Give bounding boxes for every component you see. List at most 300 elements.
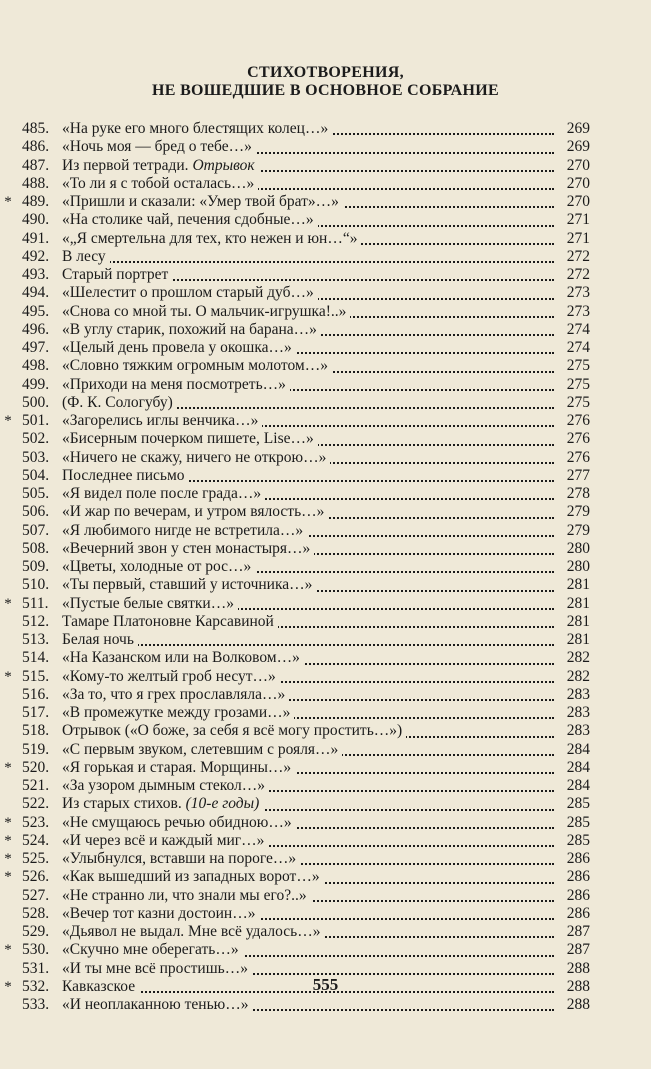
entry-title-wrap — [62, 996, 554, 1014]
entry-title-wrap — [62, 631, 554, 649]
entry-title-text — [62, 613, 278, 630]
toc-entry — [22, 449, 590, 467]
entry-page-number: 283 — [566, 685, 590, 703]
entry-page-number: 272 — [566, 247, 590, 265]
entry-number: 495. — [22, 302, 50, 320]
entry-title: «Цветы, холодные от рос…» — [62, 558, 252, 575]
toc-entry — [4, 193, 590, 211]
entry-title-wrap — [62, 905, 554, 923]
entry-title-text — [62, 485, 265, 502]
asterisk-mark: * — [4, 832, 12, 849]
entry-number: 511. — [22, 594, 49, 612]
entry-title-text — [62, 649, 304, 666]
entry-page-number: 281 — [566, 594, 590, 612]
entry-page-number: 286 — [566, 886, 590, 904]
entry-title-text — [62, 960, 252, 977]
toc-entry — [22, 613, 590, 631]
entry-page-number: 277 — [566, 466, 590, 484]
toc-entry — [4, 667, 590, 686]
entry-number: 492. — [22, 247, 50, 265]
toc-entry — [22, 394, 590, 412]
asterisk-mark: * — [4, 413, 12, 429]
toc-entry — [22, 905, 590, 923]
entry-title-text — [62, 704, 294, 721]
entry-title-text — [62, 522, 307, 539]
entry-title: «За то, что я грех прославляла…» — [62, 685, 286, 703]
entry-title: В лесу — [62, 247, 106, 265]
entry-page-number: 283 — [566, 722, 590, 740]
entry-title: «Улыбнулся, вставши на пороге…» — [62, 850, 297, 867]
entry-title-wrap — [62, 230, 554, 248]
entry-title-wrap — [62, 722, 554, 740]
entry-title: «Шелестит о прошлом старый дуб…» — [62, 284, 314, 302]
entry-page-number: 286 — [566, 850, 590, 867]
entry-title-wrap — [62, 357, 554, 375]
entry-title: Тамаре Платоновне Карсавиной — [62, 612, 274, 630]
entry-title: «На столике чай, печения сдобные…» — [62, 211, 314, 229]
entry-title: «Загорелись иглы венчика…» — [62, 412, 259, 429]
entry-page-number: 269 — [566, 138, 590, 156]
entry-title: «Кому-то желтый гроб несут…» — [62, 667, 276, 685]
entry-number: 505. — [22, 485, 50, 502]
entry-number: 510. — [22, 576, 50, 594]
entry-title-text — [62, 211, 318, 228]
entry-title-text — [62, 923, 325, 940]
entry-title-text — [62, 576, 316, 593]
entry-title-text — [62, 668, 280, 685]
entry-number: 523. — [22, 813, 50, 831]
toc-entry — [4, 850, 590, 868]
entry-title: «Ты первый, ставший у источника…» — [62, 576, 313, 594]
entry-number: 515. — [22, 667, 50, 685]
entry-number: 522. — [22, 795, 50, 813]
entry-number: 490. — [22, 211, 50, 229]
entry-page-number: 273 — [566, 284, 590, 302]
toc-entry — [22, 923, 590, 941]
asterisk-mark: * — [4, 814, 12, 831]
toc-entry — [4, 868, 590, 886]
entry-page-number: 276 — [566, 430, 590, 448]
entry-title-wrap — [62, 193, 554, 211]
entry-page-number: 275 — [566, 375, 590, 393]
entry-number: 507. — [22, 521, 50, 539]
entry-title-wrap — [62, 795, 554, 813]
entry-title: Из старых стихов. — [62, 795, 182, 813]
toc-entry — [22, 540, 590, 558]
entry-title: «В промежутке между грозами…» — [62, 704, 291, 721]
entry-number: 488. — [22, 174, 50, 192]
entry-title-wrap — [62, 284, 554, 302]
toc-entry — [4, 941, 590, 959]
entry-title: Отрывок («О боже, за себя я всё могу простить…») — [62, 722, 403, 740]
entry-number: 527. — [22, 886, 50, 904]
entry-title-text — [62, 722, 406, 739]
entry-title-wrap — [62, 868, 554, 886]
toc-entry — [22, 248, 590, 266]
entry-title: «То ли я с тобой осталась…» — [62, 174, 255, 192]
toc-entry — [22, 120, 590, 138]
entry-title-wrap — [62, 814, 554, 832]
entry-title-wrap — [62, 248, 554, 266]
entry-title-text — [62, 887, 311, 904]
entry-title-wrap — [62, 595, 554, 613]
entry-number: 517. — [22, 704, 50, 721]
entry-title: «Бисерным почерком пишете, Lise…» — [62, 430, 314, 448]
entry-number: 504. — [22, 466, 50, 484]
toc-entry — [22, 522, 590, 540]
entry-title-wrap — [62, 449, 554, 467]
section-heading — [0, 64, 651, 100]
toc-entry — [22, 576, 590, 594]
entry-title-text — [62, 795, 263, 812]
entry-title-wrap — [62, 175, 554, 193]
entry-title-wrap — [62, 266, 554, 284]
entry-number: 502. — [22, 430, 50, 448]
entry-page-number: 282 — [566, 667, 590, 685]
entry-title-text — [62, 449, 330, 466]
entry-page-number: 287 — [566, 941, 590, 959]
entry-title-wrap — [62, 467, 554, 485]
entry-title-wrap — [62, 138, 554, 156]
asterisk-mark: * — [4, 978, 12, 995]
entry-page-number: 285 — [566, 831, 590, 849]
entry-number: 497. — [22, 339, 50, 356]
entry-title-text — [62, 175, 258, 192]
toc-entry — [4, 594, 590, 613]
entry-number: 521. — [22, 777, 50, 794]
entry-page-number: 272 — [566, 266, 590, 283]
entry-title-wrap — [62, 339, 554, 357]
entry-page-number: 288 — [566, 959, 590, 977]
toc-entry — [22, 284, 590, 302]
entry-title-italic: (10-е годы) — [185, 795, 260, 813]
entry-title-text — [62, 868, 324, 885]
entry-number: 512. — [22, 612, 50, 630]
entry-number: 533. — [22, 996, 50, 1013]
entry-title-text — [62, 138, 256, 155]
toc-entry — [4, 412, 590, 430]
entry-title-wrap — [62, 941, 554, 959]
entry-page-number: 285 — [566, 795, 590, 813]
entry-title: «Целый день провела у окошка…» — [62, 339, 292, 356]
entry-page-number: 271 — [566, 229, 590, 247]
entry-title-wrap — [62, 394, 554, 412]
entry-title-text — [62, 540, 314, 557]
entry-title-wrap — [62, 303, 554, 321]
entry-title-wrap — [62, 741, 554, 759]
entry-title-text — [62, 978, 139, 995]
entry-title-wrap — [62, 430, 554, 448]
entry-page-number: 281 — [566, 576, 590, 594]
entry-number: 509. — [22, 558, 50, 575]
entry-page-number: 280 — [566, 539, 590, 557]
entry-title-text — [62, 157, 259, 174]
entry-page-number: 279 — [566, 503, 590, 521]
asterisk-mark: * — [4, 851, 12, 867]
entry-title-text — [62, 321, 321, 338]
entry-number: 520. — [22, 758, 50, 776]
entry-title: «Вечер тот казни достоин…» — [62, 904, 256, 922]
entry-title-text — [62, 996, 252, 1013]
entry-number: 491. — [22, 229, 50, 247]
entry-number: 516. — [22, 685, 50, 703]
entry-page-number: 276 — [566, 412, 590, 429]
entry-page-number: 278 — [566, 485, 590, 502]
toc-entry — [22, 467, 590, 485]
entry-title: «Пустые белые святки…» — [62, 594, 234, 612]
toc-entry — [22, 376, 590, 394]
entry-page-number: 274 — [566, 320, 590, 338]
entry-number: 518. — [22, 722, 50, 740]
toc-entry — [22, 503, 590, 521]
entry-title: «И жар по вечерам, и утром вялость…» — [62, 503, 325, 521]
entry-title: Белая ночь — [62, 631, 134, 648]
heading-line-1: СТИХОТВОРЕНИЯ, — [247, 64, 404, 81]
entry-title-wrap — [62, 376, 554, 394]
entry-number: 501. — [22, 412, 50, 429]
toc-entry — [22, 321, 590, 339]
entry-page-number: 286 — [566, 868, 590, 886]
entry-page-number: 275 — [566, 393, 590, 411]
toc-entry — [22, 887, 590, 905]
page-number: 555 — [312, 975, 339, 994]
asterisk-mark: * — [4, 869, 12, 886]
entry-title-text — [62, 832, 268, 849]
entry-title-text — [62, 558, 255, 575]
entry-title-wrap — [62, 649, 554, 667]
entry-title-text — [62, 248, 110, 265]
toc-entry — [22, 339, 590, 357]
entry-number: 519. — [22, 740, 50, 758]
entry-title-text — [62, 686, 289, 703]
entry-title: «Я горькая и старая. Морщины…» — [62, 758, 292, 776]
entry-title: «Пришли и сказали: «Умер твой брат»…» — [62, 193, 339, 210]
entry-title-wrap — [62, 321, 554, 339]
entry-page-number: 276 — [566, 448, 590, 466]
entry-page-number: 270 — [566, 174, 590, 192]
entry-page-number: 285 — [566, 813, 590, 831]
toc-entry — [4, 831, 590, 850]
toc-entry — [22, 686, 590, 704]
entry-title: «На Казанском или на Волковом…» — [62, 649, 300, 667]
entry-number: 499. — [22, 375, 50, 393]
table-of-contents — [4, 120, 590, 1014]
entry-number: 526. — [22, 868, 50, 886]
entry-page-number: 284 — [566, 758, 590, 776]
entry-title-wrap — [62, 485, 554, 503]
asterisk-mark: * — [4, 668, 12, 685]
entry-title-wrap — [62, 850, 554, 868]
toc-entry — [22, 777, 590, 795]
entry-title-italic: Отрывок — [192, 156, 255, 174]
entry-title-wrap — [62, 759, 554, 777]
entry-title: «С первым звуком, слетевшим с рояля…» — [62, 740, 339, 758]
entry-number: 514. — [22, 649, 50, 667]
entry-title: «Я любимого нигде не встретила…» — [62, 521, 304, 539]
toc-entry — [22, 795, 590, 813]
entry-page-number: 288 — [566, 996, 590, 1013]
entry-title: «И неоплаканною тенью…» — [62, 996, 249, 1013]
toc-entry — [22, 722, 590, 740]
entry-title: «Вечерний звон у стен монастыря…» — [62, 539, 311, 557]
entry-title: (Ф. К. Сологубу) — [62, 393, 173, 411]
entry-page-number: 271 — [566, 211, 590, 229]
asterisk-mark: * — [4, 595, 12, 612]
entry-title-text — [62, 193, 343, 210]
toc-entry — [22, 230, 590, 248]
toc-entry — [22, 157, 590, 175]
asterisk-mark: * — [4, 942, 12, 959]
entry-number: 529. — [22, 923, 50, 940]
entry-title: «„Я смертельна для тех, кто нежен и юн…“» — [62, 229, 358, 247]
entry-page-number: 286 — [566, 904, 590, 922]
entry-title-wrap — [62, 157, 554, 175]
entry-title-wrap — [62, 704, 554, 722]
entry-number: 498. — [22, 357, 50, 375]
entry-title-text — [62, 357, 332, 374]
entry-title-text — [62, 266, 172, 283]
entry-title: «Не смущаюсь речью обидною…» — [62, 813, 292, 831]
entry-title-wrap — [62, 576, 554, 594]
entry-page-number: 279 — [566, 521, 590, 539]
entry-page-number: 275 — [566, 357, 590, 375]
entry-title-text — [62, 430, 318, 447]
entry-title-text — [62, 303, 350, 320]
entry-number: 493. — [22, 266, 50, 283]
entry-page-number: 287 — [566, 923, 590, 940]
entry-title-wrap — [62, 522, 554, 540]
entry-title: Старый портрет — [62, 266, 169, 283]
entry-title-text — [62, 339, 296, 356]
entry-title: «Как вышедший из западных ворот…» — [62, 868, 320, 886]
entry-number: 494. — [22, 284, 50, 302]
entry-title-wrap — [62, 558, 554, 576]
entry-page-number: 284 — [566, 740, 590, 758]
entry-title-text — [62, 850, 300, 867]
entry-title-text — [62, 467, 189, 484]
entry-page-number: 270 — [566, 193, 590, 210]
entry-number: 485. — [22, 120, 50, 137]
toc-entry — [22, 741, 590, 759]
entry-title: Кавказское — [62, 977, 136, 995]
entry-title-wrap — [62, 412, 554, 430]
toc-entry — [22, 649, 590, 667]
entry-title-text — [62, 394, 177, 411]
entry-title-wrap — [62, 668, 554, 686]
toc-entry — [22, 175, 590, 193]
entry-title-wrap — [62, 503, 554, 521]
toc-entry — [4, 813, 590, 832]
entry-number: 532. — [22, 977, 50, 995]
entry-title: «Я видел поле после града…» — [62, 485, 262, 502]
entry-title-text — [62, 230, 361, 247]
entry-title-wrap — [62, 686, 554, 704]
entry-title-wrap — [62, 923, 554, 941]
entry-title: Из первой тетради. — [62, 156, 189, 174]
toc-entry — [22, 558, 590, 576]
entry-number: 500. — [22, 393, 50, 411]
entry-page-number: 284 — [566, 777, 590, 794]
toc-entry — [22, 631, 590, 649]
toc-entry — [22, 485, 590, 503]
entry-title-text — [62, 376, 290, 393]
entry-title: «Словно тяжким огромным молотом…» — [62, 357, 328, 375]
entry-page-number: 288 — [566, 977, 590, 995]
entry-title-text — [62, 412, 262, 429]
entry-title-wrap — [62, 613, 554, 631]
entry-number: 524. — [22, 831, 50, 849]
dot-leader — [62, 261, 554, 263]
entry-title-wrap — [62, 887, 554, 905]
toc-entry — [22, 996, 590, 1014]
entry-title: «Дьявол не выдал. Мне всё удалось…» — [62, 923, 321, 940]
entry-title-text — [62, 741, 342, 758]
entry-title: «Ничего не скажу, ничего не открою…» — [62, 448, 327, 466]
entry-page-number: 280 — [566, 558, 590, 575]
toc-entry — [22, 211, 590, 229]
entry-number: 528. — [22, 904, 50, 922]
entry-title-text — [62, 814, 296, 831]
toc-entry — [22, 357, 590, 375]
entry-title-wrap — [62, 540, 554, 558]
entry-title-wrap — [62, 777, 554, 795]
entry-number: 531. — [22, 959, 50, 977]
entry-title-text — [62, 595, 238, 612]
entry-page-number: 282 — [566, 649, 590, 667]
entry-number: 486. — [22, 138, 50, 156]
entry-page-number: 270 — [566, 156, 590, 174]
asterisk-mark: * — [4, 759, 12, 776]
entry-page-number: 274 — [566, 339, 590, 356]
toc-entry — [22, 430, 590, 448]
entry-title: «За узором дымным стекол…» — [62, 777, 265, 794]
entry-title: «Снова со мной ты. О мальчик-игрушка!..» — [62, 302, 347, 320]
entry-number: 487. — [22, 156, 50, 174]
asterisk-mark: * — [4, 194, 12, 210]
entry-page-number: 269 — [566, 120, 590, 137]
entry-title-wrap — [62, 120, 554, 138]
entry-title: «Ночь моя — бред о тебе…» — [62, 138, 252, 156]
entry-number: 489. — [22, 193, 50, 210]
entry-page-number: 281 — [566, 612, 590, 630]
entry-title-text — [62, 120, 332, 137]
toc-entry — [4, 758, 590, 777]
entry-title-wrap — [62, 211, 554, 229]
entry-number: 530. — [22, 941, 50, 959]
entry-page-number: 283 — [566, 704, 590, 721]
entry-title-text — [62, 941, 243, 958]
toc-entry — [22, 704, 590, 722]
entry-number: 508. — [22, 539, 50, 557]
entry-title-text — [62, 503, 328, 520]
heading-line-2: НЕ ВОШЕДШИЕ В ОСНОВНОЕ СОБРАНИЕ — [152, 82, 499, 99]
entry-number: 496. — [22, 320, 50, 338]
entry-title: «И ты мне всё простишь…» — [62, 959, 248, 977]
entry-number: 506. — [22, 503, 50, 521]
entry-title-text — [62, 284, 318, 301]
entry-title: «Приходи на меня посмотреть…» — [62, 375, 286, 393]
entry-title: «На руке его много блестящих колец…» — [62, 120, 329, 137]
entry-title: «В углу старик, похожий на барана…» — [62, 320, 317, 338]
toc-entry — [22, 138, 590, 156]
entry-title-wrap — [62, 832, 554, 850]
toc-entry — [22, 303, 590, 321]
entry-number: 513. — [22, 631, 50, 648]
entry-title-text — [62, 777, 269, 794]
entry-page-number: 281 — [566, 631, 590, 648]
entry-title: «Не странно ли, что знали мы его?..» — [62, 886, 307, 904]
entry-title: «Скучно мне оберегать…» — [62, 941, 239, 959]
